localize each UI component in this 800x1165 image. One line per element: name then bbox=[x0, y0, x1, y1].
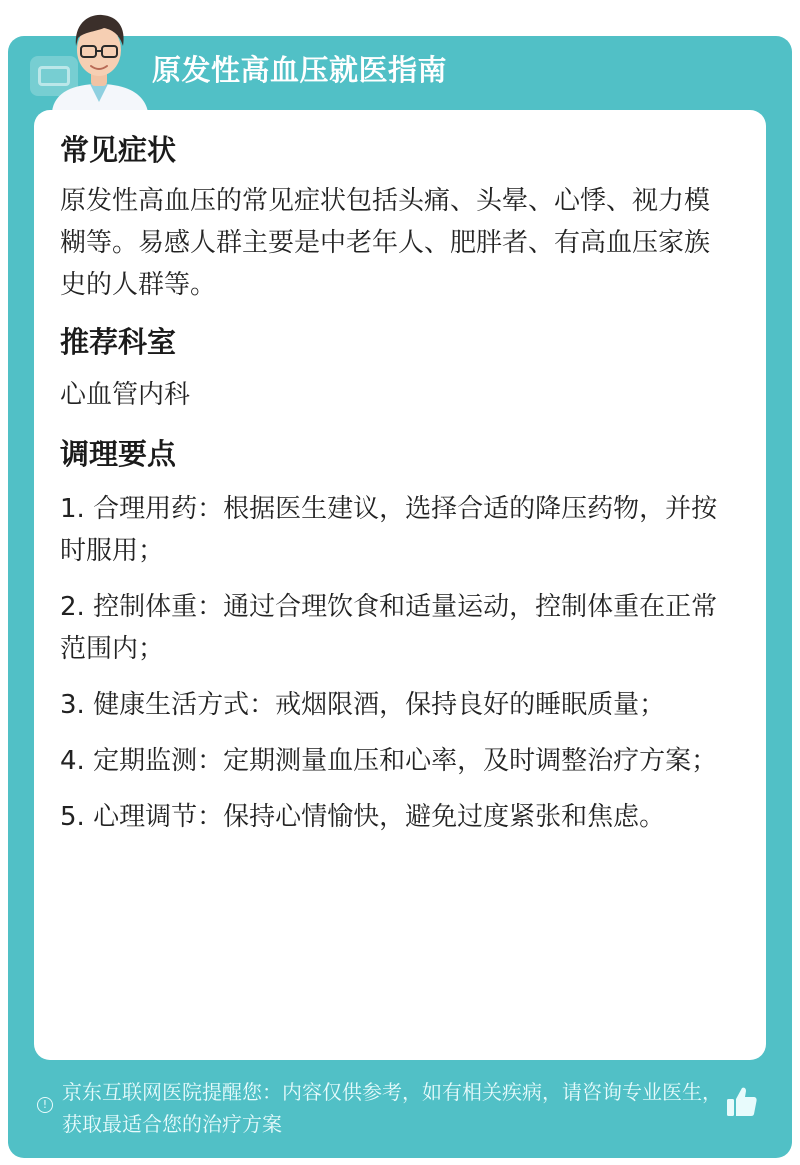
disclaimer-text: 京东互联网医院提醒您：内容仅供参考，如有相关疾病，请咨询专业医生，获取最适合您的治疗方案 bbox=[62, 1080, 722, 1136]
doctor-avatar-icon bbox=[44, 6, 154, 112]
thumbs-up-icon[interactable] bbox=[724, 1084, 760, 1120]
list-item: 5. 心理调节：保持心情愉快，避免过度紧张和焦虑。 bbox=[60, 802, 666, 832]
care-list bbox=[60, 488, 730, 838]
guide-content bbox=[60, 130, 730, 852]
care-title: 调理要点 bbox=[60, 437, 177, 471]
page-title: 原发性高血压就医指南 bbox=[152, 53, 448, 87]
list-item: 1. 合理用药：根据医生建议，选择合适的降压药物，并按时服用； bbox=[60, 494, 718, 566]
department-text: 心血管内科 bbox=[60, 380, 191, 410]
symptoms-text: 原发性高血压的常见症状包括头痛、头晕、心悸、视力模糊等。易感人群主要是中老年人、肥胖者、有高血压家族史的人群等。 bbox=[60, 186, 711, 300]
list-item: 2. 控制体重：通过合理饮食和适量运动，控制体重在正常范围内； bbox=[60, 592, 718, 664]
department-title: 推荐科室 bbox=[60, 325, 177, 359]
info-icon: ! bbox=[37, 1097, 53, 1113]
list-item: 4. 定期监测：定期测量血压和心率，及时调整治疗方案； bbox=[60, 746, 718, 776]
list-item: 3. 健康生活方式：戒烟限酒，保持良好的睡眠质量； bbox=[60, 690, 666, 720]
symptoms-title: 常见症状 bbox=[60, 133, 177, 167]
